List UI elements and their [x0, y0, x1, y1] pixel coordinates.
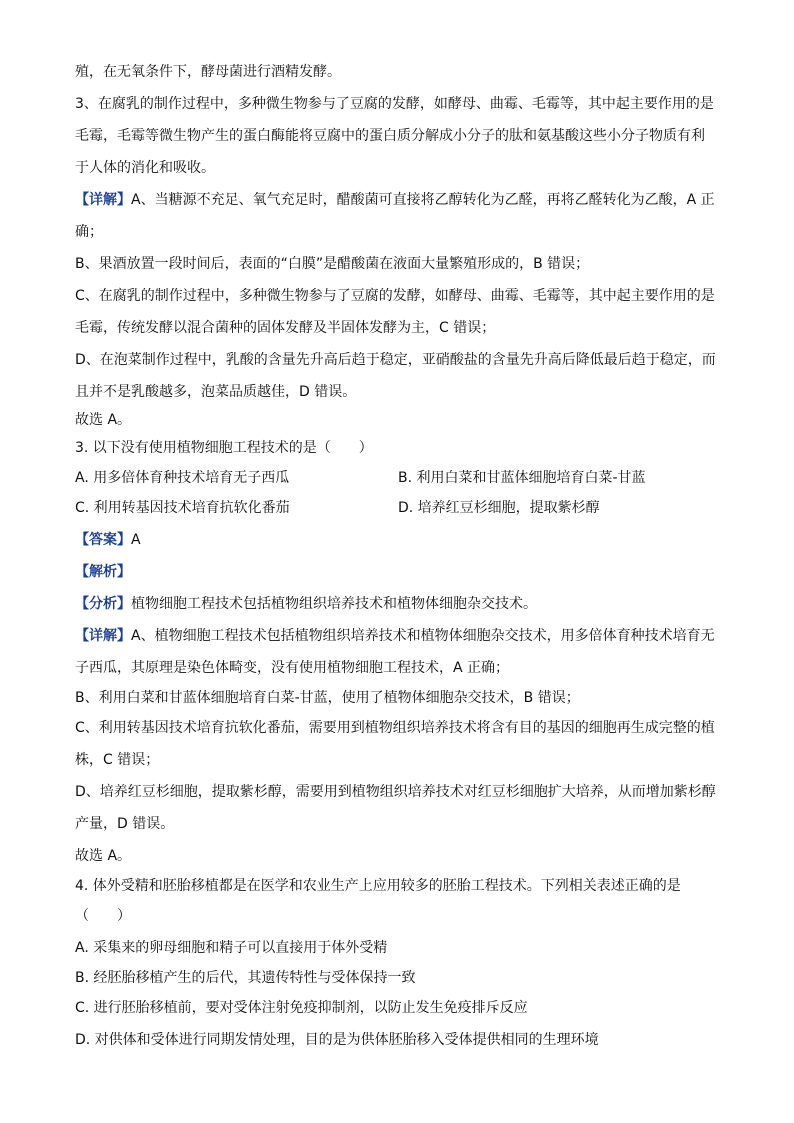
- text-line: 确；: [75, 224, 103, 240]
- text-line: 植物细胞工程技术包括植物组织培养技术和植物体细胞杂交技术。: [131, 596, 537, 612]
- analysis-tag: 【解析】: [75, 564, 131, 580]
- question-3-option-b: B. 利用白菜和甘蓝体细胞培育白菜-甘蓝: [398, 470, 646, 486]
- question-4-option-b: B. 经胚胎移植产生的后代，其遗传特性与受体保持一致: [75, 970, 416, 986]
- question-4-option-c: C. 进行胚胎移植前，要对受体注射免疫抑制剂，以防止发生免疫排斥反应: [75, 1000, 528, 1016]
- text-line: 于人体的消化和吸收。: [75, 160, 215, 176]
- fenxi-line: [75, 594, 725, 614]
- text-line: 株，C 错误；: [75, 752, 160, 768]
- detail-paragraph-line: [75, 626, 725, 646]
- text-line: 3、在腐乳的制作过程中，多种微生物参与了豆腐的发酵，如酵母、曲霉、毛霉等，其中起主要作用的是: [75, 96, 714, 112]
- text-line: A、植物细胞工程技术包括植物组织培养技术和植物体细胞杂交技术，用多倍体育种技术培育无: [131, 628, 715, 644]
- text-line: 且并不是乳酸越多，泡菜品质越佳，D 错误。: [75, 384, 357, 400]
- text-line: 殖，在无氧条件下，酵母菌进行酒精发酵。: [75, 64, 341, 80]
- question-4-blank: （ ）: [75, 908, 131, 924]
- answer-value: A: [131, 532, 141, 548]
- question-3-option-d: D. 培养红豆杉细胞，提取紫杉醇: [398, 500, 600, 516]
- detail-paragraph-line: [75, 190, 725, 210]
- text-line: C、利用转基因技术培育抗软化番茄，需要用到植物组织培养技术将含有目的基因的细胞再生成完整的植: [75, 720, 715, 736]
- answer-tag: 【答案】: [75, 532, 131, 548]
- text-line: 毛霉，毛霉等微生物产生的蛋白酶能将豆腐中的蛋白质分解成小分子的肽和氨基酸这些小分子物质有利: [75, 128, 705, 144]
- text-line: 故选 A。: [75, 848, 132, 864]
- question-3-stem: 3. 以下没有使用植物细胞工程技术的是（ ）: [75, 440, 373, 456]
- text-line: B、果酒放置一段时间后，表面的“白膜”是醋酸菌在液面大量繁殖形成的，B 错误；: [75, 256, 590, 272]
- text-line: C、在腐乳的制作过程中，多种微生物参与了豆腐的发酵，如酵母、曲霉、毛霉等，其中起主要作用的是: [75, 288, 715, 304]
- text-line: B、利用白菜和甘蓝体细胞培育白菜-甘蓝，使用了植物体细胞杂交技术，B 错误；: [75, 690, 580, 706]
- question-4-stem: 4. 体外受精和胚胎移植都是在医学和农业生产上应用较多的胚胎工程技术。下列相关表述正确的是: [75, 878, 681, 894]
- text-line: 子西瓜，其原理是染色体畸变，没有使用植物细胞工程技术，A 正确；: [75, 660, 510, 676]
- question-3-option-c: C. 利用转基因技术培育抗软化番茄: [75, 500, 290, 516]
- question-4-option-d: D. 对供体和受体进行同期发情处理，目的是为供体胚胎移入受体提供相同的生理环境: [75, 1032, 599, 1048]
- text-line: D、培养红豆杉细胞，提取紫杉醇，需要用到植物组织培养技术对红豆杉细胞扩大培养，从而增加紫杉醇: [75, 784, 716, 800]
- text-line: 产量，D 错误。: [75, 816, 175, 832]
- fenxi-tag: 【分析】: [75, 596, 131, 612]
- answer-line: [75, 530, 725, 550]
- question-4-option-a: A. 采集来的卵母细胞和精子可以直接用于体外受精: [75, 940, 388, 956]
- text-line: 毛霉，传统发酵以混合菌种的固体发酵及半固体发酵为主，C 错误；: [75, 320, 496, 336]
- detail-tag: 【详解】: [75, 628, 131, 644]
- text-line: A、当糖源不充足、氧气充足时，醋酸菌可直接将乙醇转化为乙醛，再将乙醛转化为乙酸，A 正: [131, 192, 715, 208]
- detail-tag: 【详解】: [75, 192, 131, 208]
- question-3-option-a: A. 用多倍体育种技术培育无子西瓜: [75, 470, 290, 486]
- text-line: D、在泡菜制作过程中，乳酸的含量先升高后趋于稳定，亚硝酸盐的含量先升高后降低最后趋于稳定，而: [75, 352, 716, 368]
- text-line: 故选 A。: [75, 412, 132, 428]
- analysis-heading: [75, 562, 725, 582]
